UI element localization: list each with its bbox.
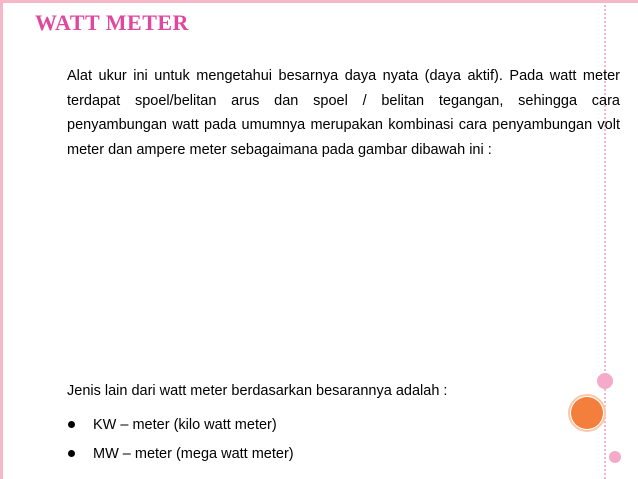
bullet-icon bbox=[68, 421, 75, 428]
list-item-text: MW – meter (mega watt meter) bbox=[93, 445, 294, 462]
decorative-small-pink-circle bbox=[609, 451, 621, 463]
meter-types-list bbox=[67, 410, 294, 468]
list-item bbox=[67, 410, 294, 439]
list-item-text: KW – meter (kilo watt meter) bbox=[93, 416, 277, 433]
decorative-pink-circle bbox=[597, 373, 613, 389]
decorative-orange-circle bbox=[571, 397, 603, 429]
slide-title: WATT METER bbox=[35, 10, 189, 35]
slide-top-border bbox=[0, 0, 638, 3]
types-heading: Jenis lain dari watt meter berdasarkan besarannya adalah : bbox=[67, 383, 448, 399]
list-item bbox=[67, 439, 294, 468]
slide-left-border bbox=[0, 0, 3, 479]
bullet-icon bbox=[68, 450, 75, 457]
intro-paragraph: Alat ukur ini untuk mengetahui besarnya daya nyata (daya aktif). Pada watt meter terdapat spoel/belitan arus dan spoel / belitan tegangan, sehingga cara penyambungan watt pada umumnya merupakan kombinasi cara penyambungan volt meter dan ampere meter sebagaimana pada gambar dibawah ini : bbox=[67, 68, 620, 158]
